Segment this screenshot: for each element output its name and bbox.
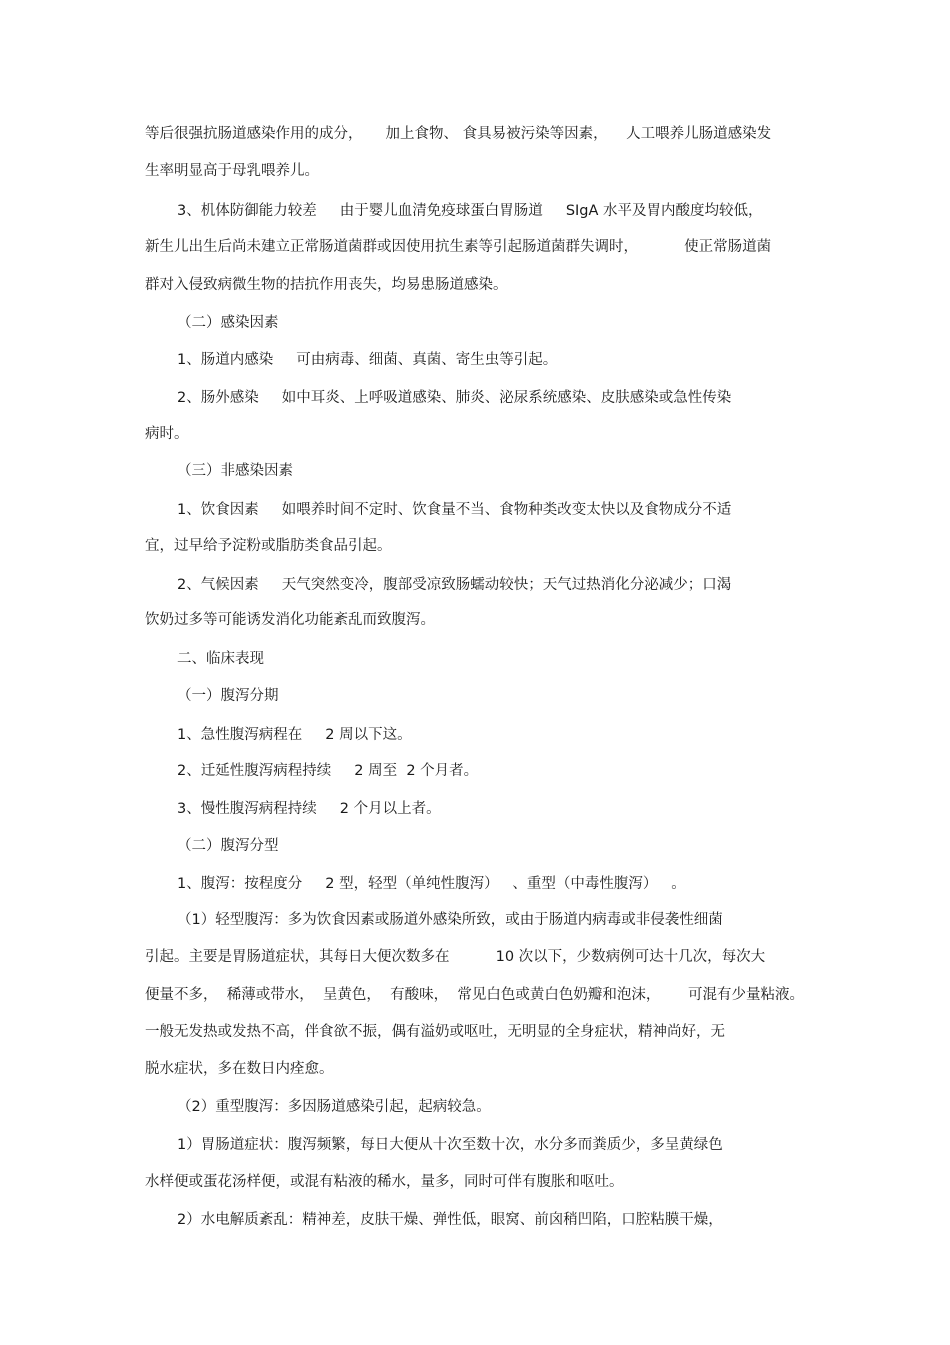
body-text-line: 1、急性腹泻病程在 2 周以下这。 <box>177 727 412 743</box>
body-text-line: 2）水电解质紊乱：精神差，皮肤干燥、弹性低，眼窝、前囟稍凹陷，口腔粘膜干燥， <box>177 1212 723 1228</box>
body-text-line: 1、饮食因素 如喂养时间不定时、饮食量不当、食物种类改变太快以及食物成分不适 <box>177 502 732 518</box>
body-text-line: 脱水症状，多在数日内痊愈。 <box>145 1061 334 1077</box>
body-text-line: 生率明显高于母乳喂养儿。 <box>145 163 319 179</box>
section-heading: （三）非感染因素 <box>177 463 293 479</box>
body-text-line: 病时。 <box>145 426 189 442</box>
body-text-line: 1、腹泻：按程度分 2 型，轻型（单纯性腹泻） 、重型（中毒性腹泻） 。 <box>177 876 686 892</box>
body-text-line: 水样便或蛋花汤样便，或混有粘液的稀水，量多，同时可伴有腹胀和呕吐。 <box>145 1174 624 1190</box>
section-heading: （一）腹泻分期 <box>177 688 279 704</box>
section-heading: 二、临床表现 <box>177 651 264 667</box>
body-text-line: 群对入侵致病微生物的拮抗作用丧失，均易患肠道感染。 <box>145 277 508 293</box>
body-text-line: （1）轻型腹泻：多为饮食因素或肠道外感染所致，或由于肠道内病毒或非侵袭性细菌 <box>177 912 723 928</box>
body-text-line: 2、肠外感染 如中耳炎、上呼吸道感染、肺炎、泌尿系统感染、皮肤感染或急性传染 <box>177 390 732 406</box>
body-text-line: 1、肠道内感染 可由病毒、细菌、真菌、寄生虫等引起。 <box>177 352 558 368</box>
body-text-line: 2、迁延性腹泻病程持续 2 周至 2 个月者。 <box>177 763 479 779</box>
body-text-line: （2）重型腹泻：多因肠道感染引起，起病较急。 <box>177 1099 491 1115</box>
body-text-line: 饮奶过多等可能诱发消化功能紊乱而致腹泻。 <box>145 612 435 628</box>
body-text-line: 1）胃肠道症状：腹泻频繁，每日大便从十次至数十次，水分多而粪质少，多呈黄绿色 <box>177 1137 723 1153</box>
body-text-line: 引起。主要是胃肠道症状，其每日大便次数多在 10 次以下，少数病例可达十几次，每次大 <box>145 949 766 965</box>
body-text-line: 等后很强抗肠道感染作用的成分， 加上食物、 食具易被污染等因素， 人工喂养儿肠道感染发 <box>145 126 772 142</box>
body-text-line: 2、气候因素 天气突然变冷，腹部受凉致肠蠕动较快；天气过热消化分泌减少；口渴 <box>177 577 732 593</box>
body-text-line: 便量不多， 稀薄或带水， 呈黄色， 有酸味， 常见白色或黄白色奶瓣和泡沫， 可混有少量粘液。 <box>145 987 805 1003</box>
body-text-line: 一般无发热或发热不高，伴食欲不振，偶有溢奶或呕吐，无明显的全身症状，精神尚好，无 <box>145 1024 725 1040</box>
body-text-line: 3、慢性腹泻病程持续 2 个月以上者。 <box>177 801 441 817</box>
section-heading: （二）腹泻分型 <box>177 838 279 854</box>
section-heading: （二）感染因素 <box>177 315 279 331</box>
body-text-line: 宜，过早给予淀粉或脂肪类食品引起。 <box>145 538 392 554</box>
body-text-line: 3、机体防御能力较差 由于婴儿血清免疫球蛋白胃肠道 SIgA 水平及胃内酸度均较低， <box>177 203 763 219</box>
body-text-line: 新生儿出生后尚未建立正常肠道菌群或因使用抗生素等引起肠道菌群失调时， 使正常肠道菌 <box>145 239 772 255</box>
